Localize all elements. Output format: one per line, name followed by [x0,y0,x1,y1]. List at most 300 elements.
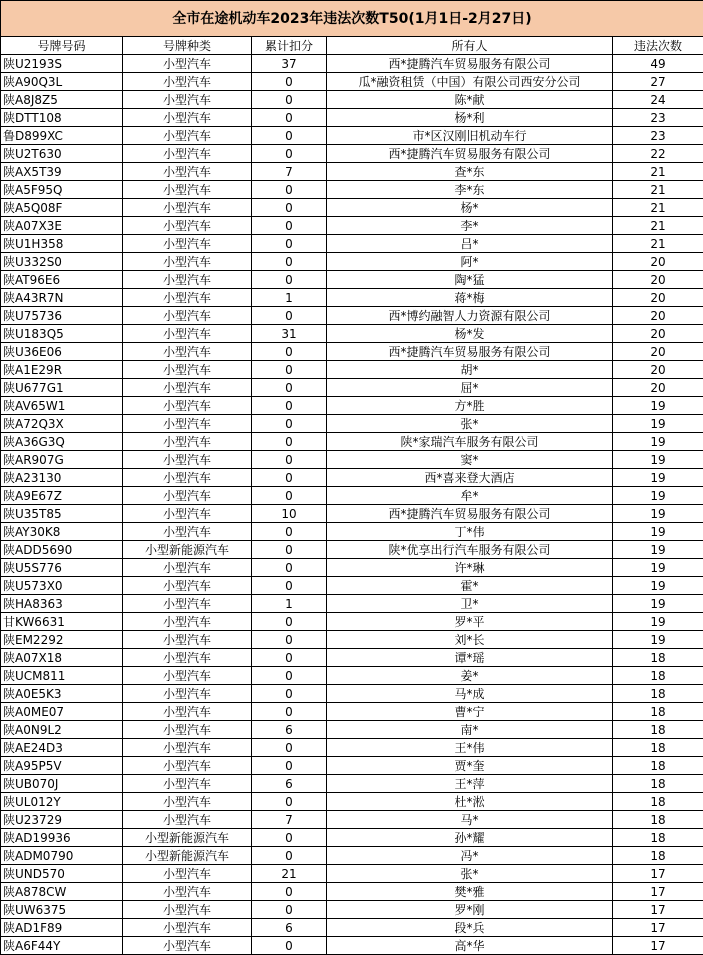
table-row [1,235,703,253]
cell-points[interactable]: 0 [252,145,327,163]
table-row [1,145,703,163]
cell-plate-number[interactable]: 陕U36E06 [1,343,123,361]
cell-plate-number[interactable]: 陕A5F95Q [1,181,123,199]
table-row [1,793,703,811]
cell-plate-number[interactable]: 陕A8J8Z5 [1,91,123,109]
cell-points[interactable]: 0 [252,91,327,109]
cell-plate-number[interactable]: 陕A878CW [1,883,123,901]
cell-plate-type[interactable]: 小型汽车 [123,721,252,739]
cell-owner[interactable]: 樊*雅 [327,883,613,901]
cell-points[interactable]: 0 [252,631,327,649]
cell-owner[interactable]: 丁*伟 [327,523,613,541]
cell-plate-type[interactable]: 小型汽车 [123,469,252,487]
cell-owner[interactable]: 杨*发 [327,325,613,343]
cell-plate-type[interactable]: 小型汽车 [123,937,252,955]
cell-owner[interactable]: 霍* [327,577,613,595]
table-row [1,91,703,109]
cell-plate-number[interactable]: 陕A07X3E [1,217,123,235]
cell-points[interactable]: 0 [252,793,327,811]
cell-violation-count[interactable]: 20 [613,343,703,361]
table-row [1,163,703,181]
cell-owner[interactable]: 贾*奎 [327,757,613,775]
cell-violation-count[interactable]: 18 [613,757,703,775]
cell-plate-type[interactable]: 小型汽车 [123,253,252,271]
cell-plate-number[interactable]: 陕U332S0 [1,253,123,271]
cell-plate-type[interactable]: 小型汽车 [123,883,252,901]
cell-plate-type[interactable]: 小型汽车 [123,271,252,289]
cell-plate-number[interactable]: 陕A07X18 [1,649,123,667]
cell-violation-count[interactable]: 20 [613,325,703,343]
cell-owner[interactable]: 王*伟 [327,739,613,757]
cell-points[interactable]: 0 [252,667,327,685]
cell-points[interactable]: 0 [252,613,327,631]
cell-violation-count[interactable]: 21 [613,181,703,199]
cell-violation-count[interactable]: 18 [613,667,703,685]
cell-owner[interactable]: 瓜*融资租赁（中国）有限公司西安分公司 [327,73,613,91]
cell-points[interactable]: 0 [252,937,327,955]
cell-violation-count[interactable]: 18 [613,739,703,757]
cell-points[interactable]: 6 [252,775,327,793]
cell-points[interactable]: 0 [252,181,327,199]
table-row [1,829,703,847]
cell-plate-number[interactable]: 陕A90Q3L [1,73,123,91]
cell-violation-count[interactable]: 19 [613,505,703,523]
cell-plate-type[interactable]: 小型汽车 [123,667,252,685]
cell-plate-type[interactable]: 小型汽车 [123,505,252,523]
cell-points[interactable]: 0 [252,271,327,289]
cell-points[interactable]: 0 [252,217,327,235]
cell-plate-type[interactable]: 小型汽车 [123,559,252,577]
cell-plate-number[interactable]: 陕AD19936 [1,829,123,847]
cell-plate-type[interactable]: 小型汽车 [123,127,252,145]
cell-plate-number[interactable]: 鲁D899XC [1,127,123,145]
cell-plate-number[interactable]: 陕U35T85 [1,505,123,523]
cell-points[interactable]: 0 [252,487,327,505]
cell-plate-type[interactable]: 小型汽车 [123,235,252,253]
cell-violation-count[interactable]: 18 [613,685,703,703]
cell-plate-number[interactable]: 陕UND570 [1,865,123,883]
cell-violation-count[interactable]: 20 [613,289,703,307]
cell-plate-number[interactable]: 陕AX5T39 [1,163,123,181]
cell-plate-type[interactable]: 小型汽车 [123,163,252,181]
cell-owner[interactable]: 曹*宁 [327,703,613,721]
table-row [1,901,703,919]
cell-plate-type[interactable]: 小型汽车 [123,631,252,649]
cell-owner[interactable]: 窦* [327,451,613,469]
table-row [1,109,703,127]
table-row [1,361,703,379]
cell-violation-count[interactable]: 18 [613,649,703,667]
cell-owner[interactable]: 查*东 [327,163,613,181]
cell-points[interactable]: 0 [252,451,327,469]
cell-plate-type[interactable]: 小型汽车 [123,91,252,109]
cell-violation-count[interactable]: 21 [613,163,703,181]
table-row [1,271,703,289]
cell-violation-count[interactable]: 17 [613,883,703,901]
cell-plate-type[interactable]: 小型汽车 [123,739,252,757]
cell-owner[interactable]: 李*东 [327,181,613,199]
cell-plate-type[interactable]: 小型新能源汽车 [123,847,252,865]
table-row [1,73,703,91]
cell-plate-type[interactable]: 小型汽车 [123,757,252,775]
cell-violation-count[interactable]: 17 [613,937,703,955]
cell-points[interactable]: 0 [252,73,327,91]
cell-plate-number[interactable]: 陕UL012Y [1,793,123,811]
cell-points[interactable]: 0 [252,343,327,361]
cell-points[interactable]: 0 [252,847,327,865]
cell-points[interactable]: 0 [252,523,327,541]
cell-violation-count[interactable]: 18 [613,721,703,739]
cell-points[interactable]: 0 [252,559,327,577]
table-row [1,199,703,217]
cell-violation-count[interactable]: 19 [613,469,703,487]
cell-plate-type[interactable]: 小型汽车 [123,343,252,361]
cell-plate-number[interactable]: 陕U23729 [1,811,123,829]
table-row [1,307,703,325]
cell-plate-number[interactable]: 陕HA8363 [1,595,123,613]
cell-points[interactable]: 0 [252,307,327,325]
cell-violation-count[interactable]: 22 [613,145,703,163]
cell-owner[interactable]: 刘*长 [327,631,613,649]
cell-owner[interactable]: 陕*优享出行汽车服务有限公司 [327,541,613,559]
cell-owner[interactable]: 张* [327,865,613,883]
cell-violation-count[interactable]: 21 [613,199,703,217]
cell-violation-count[interactable]: 19 [613,613,703,631]
cell-violation-count[interactable]: 49 [613,55,703,73]
cell-violation-count[interactable]: 17 [613,865,703,883]
cell-plate-number[interactable]: 陕U1H358 [1,235,123,253]
cell-owner[interactable]: 西*捷腾汽车贸易服务有限公司 [327,343,613,361]
cell-plate-type[interactable]: 小型汽车 [123,109,252,127]
cell-points[interactable]: 0 [252,541,327,559]
table-row [1,865,703,883]
cell-violation-count[interactable]: 23 [613,109,703,127]
cell-owner[interactable]: 谭*瑶 [327,649,613,667]
table-row [1,577,703,595]
cell-points[interactable]: 0 [252,649,327,667]
cell-violation-count[interactable]: 21 [613,217,703,235]
cell-plate-type[interactable]: 小型汽车 [123,397,252,415]
cell-violation-count[interactable]: 18 [613,847,703,865]
cell-plate-type[interactable]: 小型汽车 [123,199,252,217]
cell-points[interactable]: 21 [252,865,327,883]
cell-violation-count[interactable]: 18 [613,793,703,811]
cell-violation-count[interactable]: 18 [613,775,703,793]
table-row [1,937,703,955]
cell-violation-count[interactable]: 17 [613,919,703,937]
cell-plate-number[interactable]: 陕UW6375 [1,901,123,919]
cell-plate-number[interactable]: 陕AT96E6 [1,271,123,289]
cell-owner[interactable]: 屈* [327,379,613,397]
table-row [1,469,703,487]
cell-points[interactable]: 7 [252,811,327,829]
cell-points[interactable]: 1 [252,289,327,307]
cell-plate-number[interactable]: 陕A0ME07 [1,703,123,721]
cell-points[interactable]: 6 [252,721,327,739]
table-row [1,415,703,433]
header-violation-count[interactable]: 违法次数 [613,37,703,55]
cell-owner[interactable]: 高*华 [327,937,613,955]
cell-points[interactable]: 0 [252,883,327,901]
cell-plate-type[interactable]: 小型汽车 [123,217,252,235]
cell-plate-number[interactable]: 陕EM2292 [1,631,123,649]
cell-plate-type[interactable]: 小型汽车 [123,325,252,343]
cell-plate-number[interactable]: 陕A5Q08F [1,199,123,217]
cell-violation-count[interactable]: 19 [613,577,703,595]
cell-owner[interactable]: 马*成 [327,685,613,703]
table-row [1,649,703,667]
cell-owner[interactable]: 杨* [327,199,613,217]
header-plate-type[interactable]: 号牌种类 [123,37,252,55]
cell-points[interactable]: 0 [252,199,327,217]
table-row [1,505,703,523]
cell-plate-number[interactable]: 陕U573X0 [1,577,123,595]
cell-points[interactable]: 0 [252,703,327,721]
cell-owner[interactable]: 罗*平 [327,613,613,631]
cell-points[interactable]: 0 [252,829,327,847]
cell-points[interactable]: 6 [252,919,327,937]
cell-plate-number[interactable]: 陕A6F44Y [1,937,123,955]
table-row [1,703,703,721]
table-row [1,325,703,343]
cell-plate-number[interactable]: 陕UB070J [1,775,123,793]
cell-points[interactable]: 0 [252,469,327,487]
cell-plate-type[interactable]: 小型汽车 [123,703,252,721]
cell-plate-type[interactable]: 小型汽车 [123,415,252,433]
cell-points[interactable]: 0 [252,109,327,127]
cell-violation-count[interactable]: 23 [613,127,703,145]
table-row [1,541,703,559]
cell-plate-number[interactable]: 陕U75736 [1,307,123,325]
cell-points[interactable]: 0 [252,739,327,757]
cell-plate-number[interactable]: 陕A9E67Z [1,487,123,505]
cell-violation-count[interactable]: 20 [613,253,703,271]
table-row [1,847,703,865]
cell-plate-type[interactable]: 小型汽车 [123,865,252,883]
cell-plate-type[interactable]: 小型汽车 [123,379,252,397]
cell-points[interactable]: 0 [252,685,327,703]
cell-plate-number[interactable]: 陕AD1F89 [1,919,123,937]
table-row [1,721,703,739]
cell-plate-number[interactable]: 陕A0E5K3 [1,685,123,703]
cell-plate-type[interactable]: 小型汽车 [123,811,252,829]
table-row [1,127,703,145]
cell-owner[interactable]: 西*捷腾汽车贸易服务有限公司 [327,145,613,163]
cell-violation-count[interactable]: 18 [613,703,703,721]
cell-plate-number[interactable]: 陕UCM811 [1,667,123,685]
cell-plate-type[interactable]: 小型汽车 [123,55,252,73]
cell-violation-count[interactable]: 19 [613,541,703,559]
cell-violation-count[interactable]: 18 [613,829,703,847]
cell-plate-number[interactable]: 陕U2T630 [1,145,123,163]
cell-plate-number[interactable]: 陕A95P5V [1,757,123,775]
cell-plate-number[interactable]: 甘KW6631 [1,613,123,631]
cell-plate-number[interactable]: 陕A0N9L2 [1,721,123,739]
cell-plate-type[interactable]: 小型汽车 [123,613,252,631]
cell-violation-count[interactable]: 19 [613,523,703,541]
cell-violation-count[interactable]: 24 [613,91,703,109]
table-row [1,487,703,505]
cell-owner[interactable]: 罗*刚 [327,901,613,919]
cell-violation-count[interactable]: 17 [613,901,703,919]
cell-violation-count[interactable]: 19 [613,487,703,505]
table-row [1,631,703,649]
cell-plate-number[interactable]: 陕U5S776 [1,559,123,577]
cell-points[interactable]: 37 [252,55,327,73]
cell-plate-number[interactable]: 陕U677G1 [1,379,123,397]
cell-plate-number[interactable]: 陕AV65W1 [1,397,123,415]
table-row [1,595,703,613]
cell-plate-type[interactable]: 小型汽车 [123,433,252,451]
cell-plate-number[interactable]: 陕ADD5690 [1,541,123,559]
cell-points[interactable]: 0 [252,433,327,451]
cell-owner[interactable]: 西*捷腾汽车贸易服务有限公司 [327,505,613,523]
cell-plate-number[interactable]: 陕U183Q5 [1,325,123,343]
cell-owner[interactable]: 李* [327,217,613,235]
cell-owner[interactable]: 段*兵 [327,919,613,937]
cell-owner[interactable]: 胡* [327,361,613,379]
cell-plate-type[interactable]: 小型汽车 [123,487,252,505]
cell-plate-type[interactable]: 小型汽车 [123,577,252,595]
table-row [1,739,703,757]
table-row [1,523,703,541]
table-row [1,613,703,631]
cell-plate-number[interactable]: 陕U2193S [1,55,123,73]
cell-plate-type[interactable]: 小型新能源汽车 [123,829,252,847]
cell-points[interactable]: 7 [252,163,327,181]
cell-owner[interactable]: 陶*猛 [327,271,613,289]
cell-violation-count[interactable]: 19 [613,415,703,433]
cell-owner[interactable]: 孙*耀 [327,829,613,847]
table-row [1,775,703,793]
table-row [1,379,703,397]
cell-plate-number[interactable]: 陕A36G3Q [1,433,123,451]
cell-violation-count[interactable]: 20 [613,361,703,379]
cell-owner[interactable]: 南* [327,721,613,739]
cell-points[interactable]: 0 [252,577,327,595]
cell-violation-count[interactable]: 19 [613,451,703,469]
cell-points[interactable]: 0 [252,415,327,433]
cell-plate-type[interactable]: 小型汽车 [123,145,252,163]
cell-points[interactable]: 0 [252,757,327,775]
cell-owner[interactable]: 卫* [327,595,613,613]
cell-violation-count[interactable]: 19 [613,559,703,577]
table-row [1,433,703,451]
cell-violation-count[interactable]: 21 [613,235,703,253]
cell-violation-count[interactable]: 19 [613,631,703,649]
table-row [1,667,703,685]
cell-owner[interactable]: 张* [327,415,613,433]
cell-plate-type[interactable]: 小型汽车 [123,451,252,469]
cell-violation-count[interactable]: 19 [613,433,703,451]
cell-owner[interactable]: 杜*淞 [327,793,613,811]
cell-plate-number[interactable]: 陕A1E29R [1,361,123,379]
cell-plate-type[interactable]: 小型汽车 [123,649,252,667]
cell-points[interactable]: 31 [252,325,327,343]
cell-plate-type[interactable]: 小型汽车 [123,307,252,325]
cell-plate-type[interactable]: 小型汽车 [123,775,252,793]
table-row [1,559,703,577]
cell-owner[interactable]: 西*博约融智人力资源有限公司 [327,307,613,325]
cell-violation-count[interactable]: 18 [613,811,703,829]
cell-plate-type[interactable]: 小型汽车 [123,901,252,919]
cell-violation-count[interactable]: 20 [613,307,703,325]
cell-plate-type[interactable]: 小型汽车 [123,289,252,307]
cell-plate-type[interactable]: 小型汽车 [123,793,252,811]
cell-plate-number[interactable]: 陕A43R7N [1,289,123,307]
cell-violation-count[interactable]: 20 [613,271,703,289]
cell-plate-type[interactable]: 小型新能源汽车 [123,541,252,559]
cell-owner[interactable]: 陕*家瑞汽车服务有限公司 [327,433,613,451]
cell-points[interactable]: 0 [252,235,327,253]
cell-plate-type[interactable]: 小型汽车 [123,919,252,937]
cell-owner[interactable]: 牟* [327,487,613,505]
cell-points[interactable]: 0 [252,253,327,271]
cell-owner[interactable]: 西*捷腾汽车贸易服务有限公司 [327,55,613,73]
cell-owner[interactable]: 西*喜来登大酒店 [327,469,613,487]
cell-plate-type[interactable]: 小型汽车 [123,361,252,379]
header-owner[interactable]: 所有人 [327,37,613,55]
cell-owner[interactable]: 吕* [327,235,613,253]
cell-violation-count[interactable]: 19 [613,595,703,613]
table-row [1,253,703,271]
cell-points[interactable]: 0 [252,901,327,919]
cell-plate-type[interactable]: 小型汽车 [123,685,252,703]
table-row [1,883,703,901]
cell-points[interactable]: 10 [252,505,327,523]
cell-violation-count[interactable]: 19 [613,397,703,415]
table-row [1,919,703,937]
cell-plate-number[interactable]: 陕A23130 [1,469,123,487]
cell-owner[interactable]: 马* [327,811,613,829]
cell-owner[interactable]: 冯* [327,847,613,865]
cell-owner[interactable]: 阿* [327,253,613,271]
cell-owner[interactable]: 杨*利 [327,109,613,127]
cell-owner[interactable]: 陈*献 [327,91,613,109]
table-row [1,397,703,415]
table-row [1,451,703,469]
table-row [1,217,703,235]
cell-points[interactable]: 0 [252,397,327,415]
cell-plate-type[interactable]: 小型汽车 [123,181,252,199]
cell-owner[interactable]: 方*胜 [327,397,613,415]
cell-plate-number[interactable]: 陕AE24D3 [1,739,123,757]
cell-plate-number[interactable]: 陕AR907G [1,451,123,469]
cell-plate-type[interactable]: 小型汽车 [123,73,252,91]
cell-plate-number[interactable]: 陕ADM0790 [1,847,123,865]
cell-points[interactable]: 1 [252,595,327,613]
cell-owner[interactable]: 许*琳 [327,559,613,577]
table-row [1,289,703,307]
header-plate-number[interactable]: 号牌号码 [1,37,123,55]
cell-owner[interactable]: 蒋*梅 [327,289,613,307]
cell-plate-type[interactable]: 小型汽车 [123,595,252,613]
header-points[interactable]: 累计扣分 [252,37,327,55]
cell-violation-count[interactable]: 20 [613,379,703,397]
cell-owner[interactable]: 市*区汉刚旧机动车行 [327,127,613,145]
cell-points[interactable]: 0 [252,361,327,379]
cell-plate-type[interactable]: 小型汽车 [123,523,252,541]
cell-points[interactable]: 0 [252,127,327,145]
cell-plate-number[interactable]: 陕DTT108 [1,109,123,127]
cell-plate-number[interactable]: 陕A72Q3X [1,415,123,433]
cell-points[interactable]: 0 [252,379,327,397]
cell-owner[interactable]: 王*萍 [327,775,613,793]
cell-owner[interactable]: 姜* [327,667,613,685]
cell-plate-number[interactable]: 陕AY30K8 [1,523,123,541]
cell-violation-count[interactable]: 27 [613,73,703,91]
table-row [1,343,703,361]
